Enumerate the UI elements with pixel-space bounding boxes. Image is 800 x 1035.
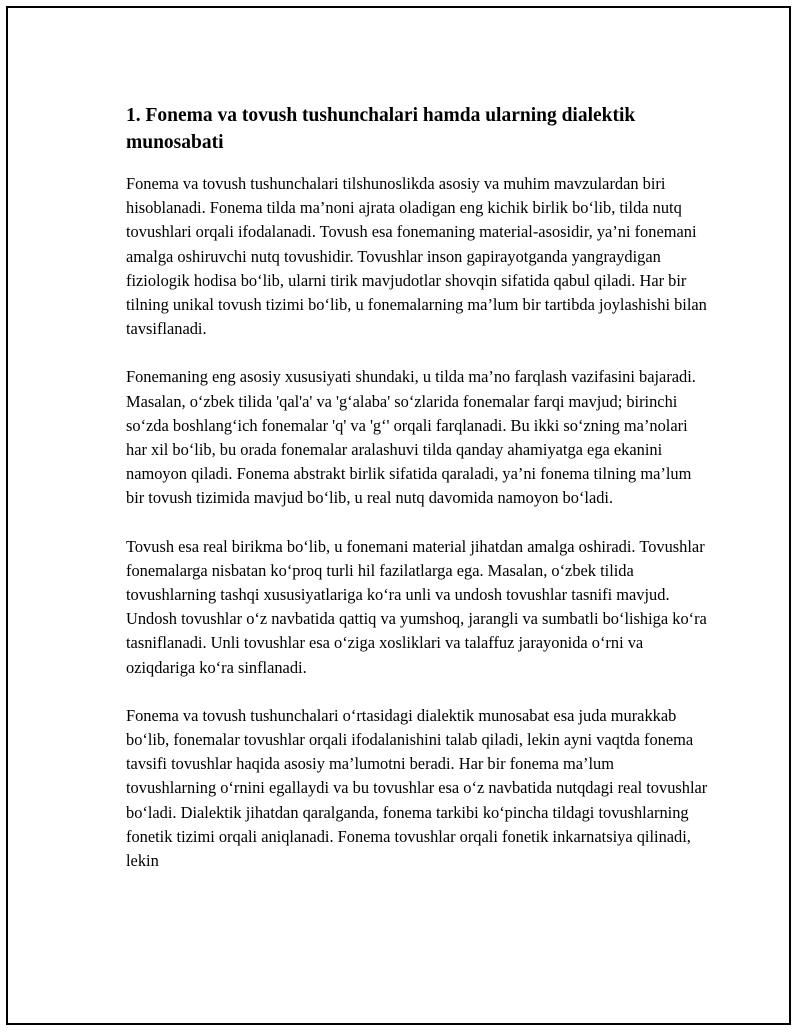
paragraph-1: Fonema va tovush tushunchalari tilshunoslikda asosiy va muhim mavzulardan biri hisoblanadi. Fonema tilda ma’noni ajrata oladigan eng kichik birlik bo‘lib, tilda nutq tovushlari orqali ifodalanadi. Tovush esa fonemaning material-asosidir, ya’ni fonemani amalga oshiruvchi nutq tovushidir. Tovushlar inson gapirayotganda yangraydigan fiziologik hodisa bo‘lib, ularni tirik mavjudotlar shovqin sifatida qabul qiladi. Har bir tilning unikal tovush tizimi bo‘lib, u fonemalarning ma’lum bir tartibda joylashishi bilan tavsiflanadi. [126,174,707,339]
paragraph-2: Fonemaning eng asosiy xususiyati shundaki, u tilda ma’no farqlash vazifasini bajaradi. Masalan, o‘zbek tilida 'qal'a' va 'g‘alaba' so‘zlarida fonemalar farqi mavjud; birinchi so‘zda boshlang‘ich fonemalar 'q' va 'g‘' orqali farqlanadi. Bu ikki so‘zning ma’nolari har xil bo‘lib, bu orada fonemalar aralashuvi tilda qanday ahamiyatga ega ekanini namoyon qiladi. Fonema abstrakt birlik sifatida qaraladi, ya’ni fonema tilning ma’lum bir tovush tizimida mavjud bo‘lib, u real nutq davomida namoyon bo‘ladi. [126,367,696,508]
section-heading: 1. Fonema va tovush tushunchalari hamda ularning dialektik munosabati [126,105,636,153]
page-frame [6,6,791,1025]
document-body [126,102,708,897]
paragraph-4: Fonema va tovush tushunchalari o‘rtasidagi dialektik munosabat esa juda murakkab bo‘lib, fonemalar tovushlar orqali ifodalanishini talab qiladi, lekin ayni vaqtda fonema tavsifi tovushlar haqida asosiy ma’lumotni beradi. Har bir fonema ma’lum tovushlarning o‘rnini egallaydi va bu tovushlar esa o‘z navbatida nutqdagi real tovushlar bo‘ladi. Dialektik jihatdan qaralganda, fonema tarkibi ko‘pincha tildagi tovushlarning fonetik tizimi orqali aniqlanadi. Fonema tovushlar orqali fonetik inkarnatsiya qilinadi, lekin [126,705,708,871]
paragraph-3: Tovush esa real birikma bo‘lib, u fonemani material jihatdan amalga oshiradi. Tovushlar fonemalarga nisbatan ko‘proq turli hil fazilatlarga ega. Masalan, o‘zbek tilida tovushlarning tashqi xususiyatlariga ko‘ra unli va undosh tovushlar tasnifi mavjud. Undosh tovushlar o‘z navbatida qattiq va yumshoq, jarangli va sumbatli bo‘lishiga ko‘ra tasniflanadi. Unli tovushlar esa o‘ziga xosliklari va talaffuz jarayonida o‘rni va oziqdariga ko‘ra sinflanadi. [126,536,707,677]
